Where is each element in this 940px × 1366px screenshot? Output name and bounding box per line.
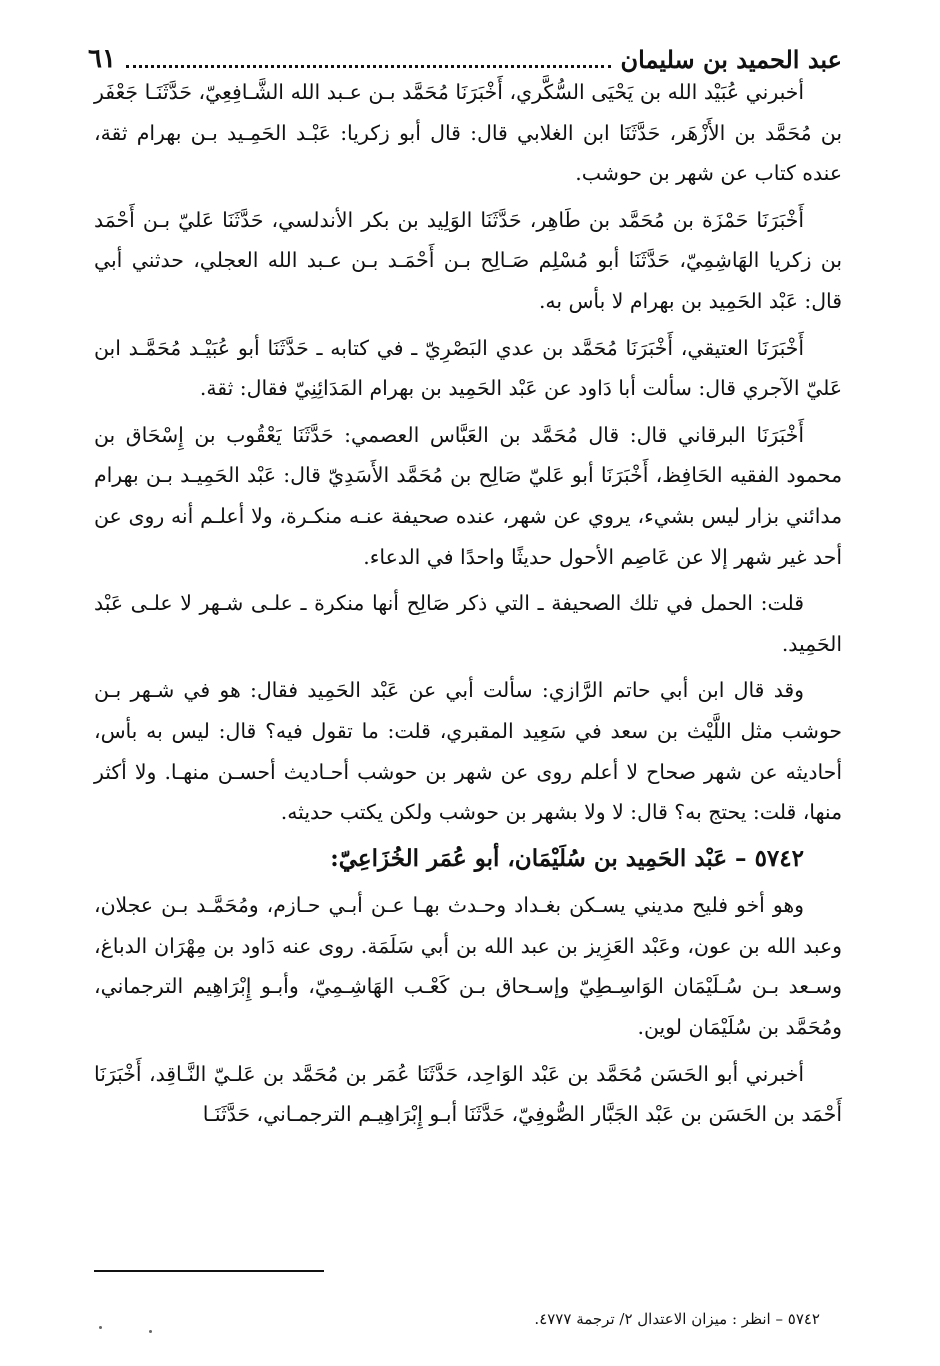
paragraph: أخبرني عُبَيْد الله بن يَحْيَى السُّكَّري، أَخْبَرَنَا مُحَمَّد بـن عـبد الله الشَّـافِعِيّ، حَدَّثَنَـا جَعْفَر بن مُحَمَّد بن الأَزْهَر، حَدَّثَنَا ابن الغلابي قال: قال أبو زكريا: عَبْـد الحَمِـيد بـن بهرام ثقة، عنده كتاب عن شهر بن حوشب. <box>94 80 842 186</box>
paragraph: قلت: الحمل في تلك الصحيفة ـ التي ذكر صَالِح أنها منكرة ـ علـى شـهر لا علـى عَبْد الحَمِيد. <box>94 591 842 656</box>
page-header <box>88 34 842 74</box>
header-dot-leader <box>126 61 611 68</box>
entry-heading: ٥٧٤٢ – عَبْد الحَمِيد بن سُلَيْمَان، أبو عُمَر الخُزَاعِيّ: <box>330 844 804 872</box>
scan-speck <box>149 1330 152 1333</box>
footnote-separator <box>94 1270 324 1272</box>
paragraph: أَخْبَرَنَا حَمْزَة بن مُحَمَّد بن طَاهِر، حَدَّثَنَا الوَلِيد بن بكر الأندلسي، حَدَّثَنَا عَليّ بـن أَحْمَد بن زكريا الهَاشِمِيّ، حَدَّثَنَا أبو مُسْلِم صَـالِح بـن أَحْمَـد بـن عـبد الله العجلي، حدثني أبي قال: عَبْد الحَمِيد بن بهرام لا بأس به. <box>94 207 842 313</box>
paragraph: وهو أخو فليح مديني يسـكن بغـداد وحـدث بهـا عـن أبـي حـازم، ومُحَمَّـد بـن عجلان، وعبد الله بن عون، وعَبْد العَزِيز بن عبد الله بن أبي سَلَمَة. روى عنه دَاود بن مِهْرَان الدباغ، وسـعد بـن سُـلَيْمَان الوَاسِـطِيّ وإسـحاق بـن كَعْـب الهَاشِـمِيّ، وأبـو إِبْرَاهِيم الترجماني، ومُحَمَّد بن سُلَيْمَان لوين. <box>94 893 842 1040</box>
paragraph: وقد قال ابن أبي حاتم الرَّازي: سألت أبي عن عَبْد الحَمِيد فقال: هو في شـهر بـن حوشب مثل اللَّيْث بن سعد في سَعِيد المقبري، قلت: ما تقول فيه؟ قال: ليس به بأس، أحاديثه عن شهر صحاح لا أعلم روى عن شهر بن حوشب أحـاديث أحسـن منهـا. ولا أكثر منها، قلت: يحتج به؟ قال: لا ولا بشهر بن حوشب ولكن يكتب حديثه. <box>94 678 842 825</box>
paragraph: أَخْبَرَنَا البرقاني قال: قال مُحَمَّد بن العَبَّاس العصمي: حَدَّثَنَا يَعْقُوب بن إِسْحَاق بن محمود الفقيه الحَافِظ، أَخْبَرَنَا أبو عَليّ صَالِح بن مُحَمَّد الأَسَدِيّ قال: عَبْد الحَمِيـد بـن بهرام مدائني بزار ليس بشيء، يروي عن شهر، عنده صحيفة عنـه منكـرة، ولا أعلـم أنه روى عن أحد غير شهر إلا عن عَاصِم الأحول حديثًا واحدًا في الدعاء. <box>94 422 842 569</box>
paragraph: أخبرني أبو الحَسَن مُحَمَّد بن عَبْد الوَاحِد، حَدَّثَنَا عُمَر بن مُحَمَّد بن عَلـيّ النَّـاقِد، أَخْبَرَنَا أَحْمَد بن الحَسَن بن عَبْد الجَبَّار الصُّوفِيّ، حَدَّثَنَا أبـو إِبْرَاهِيـم الترجمـاني، حَدَّثَنَـا <box>94 1061 842 1127</box>
scan-speck <box>99 1326 102 1329</box>
page-number: ٦١ <box>88 44 116 74</box>
running-title: عبد الحميد بن سليمان <box>620 45 842 74</box>
page-body <box>94 72 842 1141</box>
paragraph: أَخْبَرَنَا العتيقي، أَخْبَرَنَا مُحَمَّد بن عدي البَصْرِيّ ـ في كتابه ـ حَدَّثَنَا أبو عُبَيْـد مُحَمَّـد ابن عَليّ الآجري قال: سألت أبا دَاود عن عَبْد الحَمِيد بن بهرام المَدَائِنِيّ فقال: ثقة. <box>94 335 842 401</box>
footnote: ٥٧٤٢ – انظر : ميزان الاعتدال ٢/ ترجمة ٤٧٧٧. <box>534 1310 820 1328</box>
